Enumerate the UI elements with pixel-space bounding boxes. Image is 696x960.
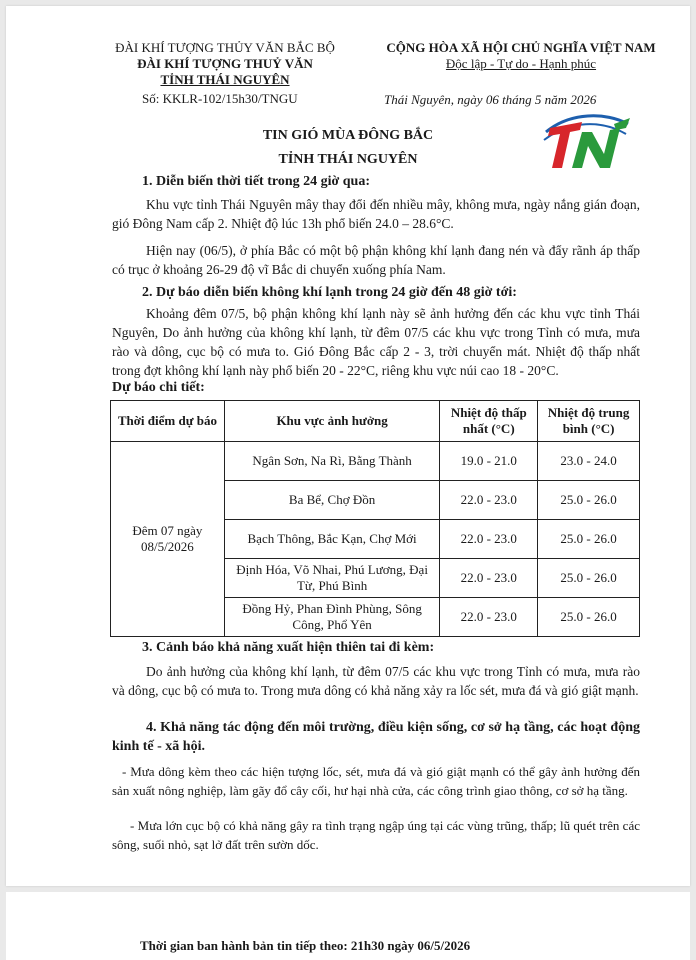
section-4-heading: 4. Khả năng tác động đến môi trường, điều kiện sống, cơ sở hạ tầng, các hoạt động kinh tế - xã hội. bbox=[112, 720, 640, 754]
col-header-min-temp: Nhiệt độ thấp nhất (°C) bbox=[440, 401, 538, 442]
bulletin-subtitle: TỈNH THÁI NGUYÊN bbox=[278, 152, 418, 167]
area-cell: Bạch Thông, Bắc Kạn, Chợ Mới bbox=[224, 520, 440, 559]
area-cell: Định Hóa, Võ Nhai, Phú Lương, Đại Từ, Phú Bình bbox=[224, 559, 440, 598]
avg-temp-cell: 25.0 - 26.0 bbox=[538, 559, 640, 598]
forecast-table bbox=[110, 400, 640, 637]
min-temp-cell: 22.0 - 23.0 bbox=[440, 481, 538, 520]
agency-line-2: ĐÀI KHÍ TƯỢNG THUỶ VĂN bbox=[137, 56, 313, 71]
document-page-2 bbox=[6, 892, 690, 960]
min-temp-cell: 22.0 - 23.0 bbox=[440, 559, 538, 598]
section-2-para: Khoảng đêm 07/5, bộ phận không khí lạnh này sẽ ảnh hưởng đến các khu vực tỉnh Thái Nguyên, Do ảnh hưởng của không khí lạnh, từ đêm 07/5 các khu vực trong Tỉnh có mưa, mưa rào và dông, cục bộ có mưa to. Gió Đông Bắc cấp 2 - 3, trời chuyển mát. Nhiệt độ thấp nhất trong đợt không khí lạnh này phổ biến 20 - 22°C, riêng khu vực núi cao 18 - 20°C. bbox=[112, 306, 640, 378]
nation-title: CỘNG HÒA XÃ HỘI CHỦ NGHĨA VIỆT NAM bbox=[386, 40, 656, 55]
nation-motto: Độc lập - Tự do - Hạnh phúc bbox=[445, 56, 597, 71]
section-3-heading: 3. Cảnh báo khả năng xuất hiện thiên tai đi kèm: bbox=[142, 640, 435, 655]
section-1-para-1: Khu vực tỉnh Thái Nguyên mây thay đổi đến nhiều mây, không mưa, ngày nắng gián đoạn, gió Đông Nam cấp 2. Nhiệt độ lúc 13h phổ biến 24.0 – 28.6°C. bbox=[112, 197, 640, 231]
area-cell: Ngân Sơn, Na Rì, Bằng Thành bbox=[224, 442, 440, 481]
agency-line-3: TỈNH THÁI NGUYÊN bbox=[160, 72, 290, 87]
section-4-para-2: - Mưa lớn cục bộ có khả năng gây ra tình trạng ngập úng tại các vùng trũng, thấp; lũ quét trên các sông, suối nhỏ, sạt lở đất trên sườn dốc. bbox=[112, 818, 640, 852]
col-header-area: Khu vực ảnh hưởng bbox=[224, 401, 440, 442]
avg-temp-cell: 25.0 - 26.0 bbox=[538, 481, 640, 520]
issue-date: Thái Nguyên, ngày 06 tháng 5 năm 2026 bbox=[384, 92, 597, 107]
bulletin-title: TIN GIÓ MÙA ĐÔNG BẮC bbox=[262, 128, 434, 143]
min-temp-cell: 22.0 - 23.0 bbox=[440, 520, 538, 559]
section-1-para-2: Hiện nay (06/5), ở phía Bắc có một bộ phận không khí lạnh đang nén và đẩy rãnh áp thấp có trục ở khoảng 26-29 độ vĩ Bắc di chuyển xuống phía Nam. bbox=[112, 243, 640, 277]
document-number: Số: KKLR-102/15h30/TNGU bbox=[142, 91, 298, 106]
min-temp-cell: 19.0 - 21.0 bbox=[440, 442, 538, 481]
avg-temp-cell: 25.0 - 26.0 bbox=[538, 520, 640, 559]
col-header-avg-temp: Nhiệt độ trung bình (°C) bbox=[538, 401, 640, 442]
forecast-label: Dự báo chi tiết: bbox=[112, 380, 205, 395]
table-row bbox=[111, 442, 640, 481]
agency-line-1: ĐÀI KHÍ TƯỢNG THỦY VĂN BẮC BỘ bbox=[115, 40, 335, 55]
forecast-table-header bbox=[111, 401, 640, 442]
avg-temp-cell: 25.0 - 26.0 bbox=[538, 598, 640, 637]
forecast-time-cell: Đêm 07 ngày 08/5/2026 bbox=[111, 442, 225, 637]
section-3-para: Do ảnh hưởng của không khí lạnh, từ đêm 07/5 các khu vực trong Tỉnh có mưa, mưa rào và dông, cục bộ có mưa to. Trong mưa dông có khả năng xảy ra lốc sét, mưa đá và gió giật mạnh. bbox=[112, 664, 640, 698]
document-page bbox=[6, 6, 690, 886]
next-issue-notice: Thời gian ban hành bản tin tiếp theo: 21h30 ngày 06/5/2026 bbox=[140, 938, 471, 953]
area-cell: Đồng Hỷ, Phan Đình Phùng, Sông Công, Phổ Yên bbox=[224, 598, 440, 637]
avg-temp-cell: 23.0 - 24.0 bbox=[538, 442, 640, 481]
min-temp-cell: 22.0 - 23.0 bbox=[440, 598, 538, 637]
section-1-heading: 1. Diễn biến thời tiết trong 24 giờ qua: bbox=[142, 174, 370, 189]
section-4-para-1: - Mưa dông kèm theo các hiện tượng lốc, sét, mưa đá và gió giật mạnh có thể gây ảnh hưởng đến sản xuất nông nghiệp, làm gãy đổ cây cối, hư hại nhà cửa, các công trình giao thông, cơ sở hạ tầng. bbox=[112, 764, 640, 798]
area-cell: Ba Bể, Chợ Đồn bbox=[224, 481, 440, 520]
col-header-time: Thời điểm dự báo bbox=[111, 401, 225, 442]
section-2-heading: 2. Dự báo diễn biến không khí lạnh trong 24 giờ đến 48 giờ tới: bbox=[142, 285, 517, 300]
